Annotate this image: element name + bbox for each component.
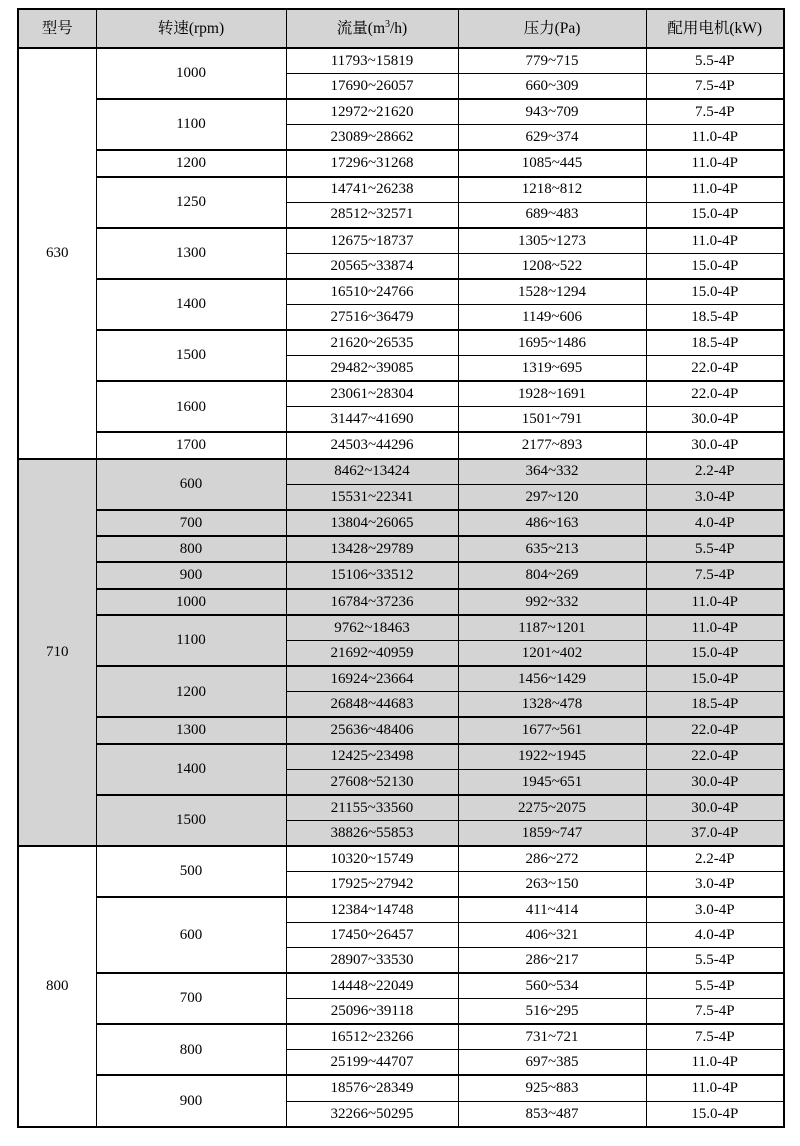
table-row bbox=[18, 510, 784, 536]
flow-cell: 16512~23266 bbox=[286, 1024, 458, 1050]
table-row bbox=[18, 973, 784, 999]
flow-cell: 16510~24766 bbox=[286, 279, 458, 305]
table-row bbox=[18, 279, 784, 305]
pressure-cell: 411~414 bbox=[458, 897, 646, 923]
flow-cell: 27608~52130 bbox=[286, 769, 458, 795]
pressure-cell: 1085~445 bbox=[458, 150, 646, 176]
table-row bbox=[18, 846, 784, 872]
flow-cell: 10320~15749 bbox=[286, 846, 458, 872]
flow-cell: 17296~31268 bbox=[286, 150, 458, 176]
rpm-cell: 1400 bbox=[96, 279, 286, 330]
flow-cell: 13428~29789 bbox=[286, 536, 458, 562]
table-row bbox=[18, 228, 784, 254]
header-model: 型号 bbox=[18, 9, 96, 48]
pressure-cell: 1319~695 bbox=[458, 356, 646, 382]
pressure-cell: 516~295 bbox=[458, 999, 646, 1025]
rpm-cell: 1400 bbox=[96, 744, 286, 795]
pressure-cell: 804~269 bbox=[458, 562, 646, 588]
model-cell: 710 bbox=[18, 459, 96, 846]
rpm-cell: 1200 bbox=[96, 150, 286, 176]
motor-cell: 22.0-4P bbox=[646, 356, 784, 382]
header-speed: 转速(rpm) bbox=[96, 9, 286, 48]
motor-cell: 2.2-4P bbox=[646, 846, 784, 872]
motor-cell: 30.0-4P bbox=[646, 432, 784, 458]
table-row bbox=[18, 897, 784, 923]
flow-cell: 9762~18463 bbox=[286, 615, 458, 641]
flow-cell: 15531~22341 bbox=[286, 484, 458, 510]
rpm-cell: 1100 bbox=[96, 99, 286, 150]
flow-cell: 28907~33530 bbox=[286, 948, 458, 974]
rpm-cell: 1100 bbox=[96, 615, 286, 666]
rpm-cell: 500 bbox=[96, 846, 286, 897]
table-row bbox=[18, 330, 784, 356]
flow-cell: 12675~18737 bbox=[286, 228, 458, 254]
table-row bbox=[18, 459, 784, 485]
flow-cell: 32266~50295 bbox=[286, 1101, 458, 1127]
pressure-cell: 1208~522 bbox=[458, 253, 646, 279]
rpm-cell: 800 bbox=[96, 536, 286, 562]
table-row bbox=[18, 381, 784, 407]
flow-cell: 18576~28349 bbox=[286, 1075, 458, 1101]
pressure-cell: 1328~478 bbox=[458, 692, 646, 718]
rpm-cell: 1300 bbox=[96, 717, 286, 743]
table-row bbox=[18, 1075, 784, 1101]
pressure-cell: 697~385 bbox=[458, 1050, 646, 1076]
table-row bbox=[18, 150, 784, 176]
pressure-cell: 1928~1691 bbox=[458, 381, 646, 407]
table-row bbox=[18, 744, 784, 770]
motor-cell: 3.0-4P bbox=[646, 897, 784, 923]
motor-cell: 11.0-4P bbox=[646, 589, 784, 615]
pressure-cell: 925~883 bbox=[458, 1075, 646, 1101]
flow-cell: 28512~32571 bbox=[286, 202, 458, 228]
flow-cell: 13804~26065 bbox=[286, 510, 458, 536]
table-row bbox=[18, 432, 784, 458]
table-row bbox=[18, 589, 784, 615]
pressure-cell: 486~163 bbox=[458, 510, 646, 536]
pressure-cell: 1201~402 bbox=[458, 641, 646, 667]
motor-cell: 11.0-4P bbox=[646, 615, 784, 641]
motor-cell: 15.0-4P bbox=[646, 1101, 784, 1127]
pressure-cell: 297~120 bbox=[458, 484, 646, 510]
rpm-cell: 1500 bbox=[96, 330, 286, 381]
motor-cell: 22.0-4P bbox=[646, 381, 784, 407]
rpm-cell: 1500 bbox=[96, 795, 286, 846]
motor-cell: 4.0-4P bbox=[646, 923, 784, 948]
motor-cell: 5.5-4P bbox=[646, 948, 784, 974]
pressure-cell: 853~487 bbox=[458, 1101, 646, 1127]
rpm-cell: 800 bbox=[96, 1024, 286, 1075]
motor-cell: 18.5-4P bbox=[646, 692, 784, 718]
pressure-cell: 1187~1201 bbox=[458, 615, 646, 641]
rpm-cell: 700 bbox=[96, 973, 286, 1024]
motor-cell: 11.0-4P bbox=[646, 150, 784, 176]
pressure-cell: 1501~791 bbox=[458, 407, 646, 433]
rpm-cell: 1300 bbox=[96, 228, 286, 279]
motor-cell: 11.0-4P bbox=[646, 1050, 784, 1076]
model-cell: 800 bbox=[18, 846, 96, 1127]
table-row bbox=[18, 717, 784, 743]
flow-cell: 25199~44707 bbox=[286, 1050, 458, 1076]
pressure-cell: 731~721 bbox=[458, 1024, 646, 1050]
motor-cell: 15.0-4P bbox=[646, 641, 784, 667]
motor-cell: 7.5-4P bbox=[646, 562, 784, 588]
pressure-cell: 406~321 bbox=[458, 923, 646, 948]
flow-cell: 21620~26535 bbox=[286, 330, 458, 356]
pressure-cell: 263~150 bbox=[458, 872, 646, 898]
flow-cell: 23089~28662 bbox=[286, 125, 458, 151]
motor-cell: 11.0-4P bbox=[646, 177, 784, 203]
motor-cell: 18.5-4P bbox=[646, 305, 784, 331]
motor-cell: 30.0-4P bbox=[646, 795, 784, 821]
flow-cell: 17450~26457 bbox=[286, 923, 458, 948]
motor-cell: 11.0-4P bbox=[646, 228, 784, 254]
pressure-cell: 1456~1429 bbox=[458, 666, 646, 692]
table-row bbox=[18, 177, 784, 203]
rpm-cell: 600 bbox=[96, 459, 286, 510]
motor-cell: 3.0-4P bbox=[646, 872, 784, 898]
rpm-cell: 600 bbox=[96, 897, 286, 973]
flow-cell: 20565~33874 bbox=[286, 253, 458, 279]
motor-cell: 5.5-4P bbox=[646, 536, 784, 562]
header-flow: 流量$(m^3/h)$ bbox=[286, 9, 458, 48]
flow-cell: 16784~37236 bbox=[286, 589, 458, 615]
motor-cell: 4.0-4P bbox=[646, 510, 784, 536]
flow-cell: 38826~55853 bbox=[286, 820, 458, 846]
motor-cell: 7.5-4P bbox=[646, 999, 784, 1025]
table-row bbox=[18, 48, 784, 74]
pressure-cell: 1922~1945 bbox=[458, 744, 646, 770]
motor-cell: 2.2-4P bbox=[646, 459, 784, 485]
pressure-cell: 1305~1273 bbox=[458, 228, 646, 254]
rpm-cell: 900 bbox=[96, 562, 286, 588]
pressure-cell: 286~217 bbox=[458, 948, 646, 974]
pressure-cell: 1945~651 bbox=[458, 769, 646, 795]
rpm-cell: 900 bbox=[96, 1075, 286, 1127]
rpm-cell: 1600 bbox=[96, 381, 286, 432]
rpm-cell: 1200 bbox=[96, 666, 286, 717]
flow-cell: 27516~36479 bbox=[286, 305, 458, 331]
flow-cell: 24503~44296 bbox=[286, 432, 458, 458]
flow-cell: 26848~44683 bbox=[286, 692, 458, 718]
flow-cell: 25636~48406 bbox=[286, 717, 458, 743]
pressure-cell: 1695~1486 bbox=[458, 330, 646, 356]
flow-cell: 17925~27942 bbox=[286, 872, 458, 898]
pressure-cell: 1677~561 bbox=[458, 717, 646, 743]
flow-cell: 21155~33560 bbox=[286, 795, 458, 821]
table-row bbox=[18, 615, 784, 641]
pressure-cell: 943~709 bbox=[458, 99, 646, 125]
motor-cell: 7.5-4P bbox=[646, 74, 784, 100]
table-row bbox=[18, 795, 784, 821]
motor-cell: 30.0-4P bbox=[646, 407, 784, 433]
pressure-cell: 689~483 bbox=[458, 202, 646, 228]
header-motor: 配用电机(kW) bbox=[646, 9, 784, 48]
flow-cell: 25096~39118 bbox=[286, 999, 458, 1025]
flow-cell: 29482~39085 bbox=[286, 356, 458, 382]
flow-cell: 15106~33512 bbox=[286, 562, 458, 588]
flow-cell: 11793~15819 bbox=[286, 48, 458, 74]
pressure-cell: 992~332 bbox=[458, 589, 646, 615]
model-cell: 630 bbox=[18, 48, 96, 459]
flow-cell: 16924~23664 bbox=[286, 666, 458, 692]
pressure-cell: 2275~2075 bbox=[458, 795, 646, 821]
table-row bbox=[18, 99, 784, 125]
flow-cell: 21692~40959 bbox=[286, 641, 458, 667]
pressure-cell: 1859~747 bbox=[458, 820, 646, 846]
motor-cell: 11.0-4P bbox=[646, 125, 784, 151]
motor-cell: 22.0-4P bbox=[646, 717, 784, 743]
table-row bbox=[18, 562, 784, 588]
pressure-cell: 1218~812 bbox=[458, 177, 646, 203]
motor-cell: 5.5-4P bbox=[646, 973, 784, 999]
flow-cell: 31447~41690 bbox=[286, 407, 458, 433]
motor-cell: 15.0-4P bbox=[646, 253, 784, 279]
header-pressure: 压力(Pa) bbox=[458, 9, 646, 48]
pressure-cell: 1149~606 bbox=[458, 305, 646, 331]
flow-cell: 8462~13424 bbox=[286, 459, 458, 485]
pressure-cell: 560~534 bbox=[458, 973, 646, 999]
pressure-cell: 364~332 bbox=[458, 459, 646, 485]
motor-cell: 22.0-4P bbox=[646, 744, 784, 770]
flow-cell: 23061~28304 bbox=[286, 381, 458, 407]
motor-cell: 3.0-4P bbox=[646, 484, 784, 510]
pressure-cell: 286~272 bbox=[458, 846, 646, 872]
table-body bbox=[18, 48, 784, 1127]
pressure-cell: 2177~893 bbox=[458, 432, 646, 458]
pressure-cell: 635~213 bbox=[458, 536, 646, 562]
flow-cell: 12384~14748 bbox=[286, 897, 458, 923]
flow-cell: 14448~22049 bbox=[286, 973, 458, 999]
rpm-cell: 1250 bbox=[96, 177, 286, 228]
flow-cell: 17690~26057 bbox=[286, 74, 458, 100]
flow-cell: 12425~23498 bbox=[286, 744, 458, 770]
flow-cell: 14741~26238 bbox=[286, 177, 458, 203]
rpm-cell: 1700 bbox=[96, 432, 286, 458]
motor-cell: 7.5-4P bbox=[646, 1024, 784, 1050]
motor-cell: 37.0-4P bbox=[646, 820, 784, 846]
pressure-cell: 1528~1294 bbox=[458, 279, 646, 305]
motor-cell: 7.5-4P bbox=[646, 99, 784, 125]
table-row bbox=[18, 1024, 784, 1050]
motor-cell: 11.0-4P bbox=[646, 1075, 784, 1101]
motor-cell: 15.0-4P bbox=[646, 202, 784, 228]
motor-cell: 15.0-4P bbox=[646, 666, 784, 692]
rpm-cell: 1000 bbox=[96, 589, 286, 615]
pressure-cell: 629~374 bbox=[458, 125, 646, 151]
pressure-cell: 779~715 bbox=[458, 48, 646, 74]
rpm-cell: 1000 bbox=[96, 48, 286, 99]
table-row bbox=[18, 536, 784, 562]
motor-cell: 18.5-4P bbox=[646, 330, 784, 356]
table-row bbox=[18, 666, 784, 692]
motor-cell: 15.0-4P bbox=[646, 279, 784, 305]
flow-unit-superscript: 3 bbox=[385, 18, 390, 30]
rpm-cell: 700 bbox=[96, 510, 286, 536]
motor-cell: 5.5-4P bbox=[646, 48, 784, 74]
motor-cell: 30.0-4P bbox=[646, 769, 784, 795]
header-row bbox=[18, 9, 784, 48]
fan-spec-table bbox=[17, 8, 785, 1128]
flow-cell: 12972~21620 bbox=[286, 99, 458, 125]
pressure-cell: 660~309 bbox=[458, 74, 646, 100]
